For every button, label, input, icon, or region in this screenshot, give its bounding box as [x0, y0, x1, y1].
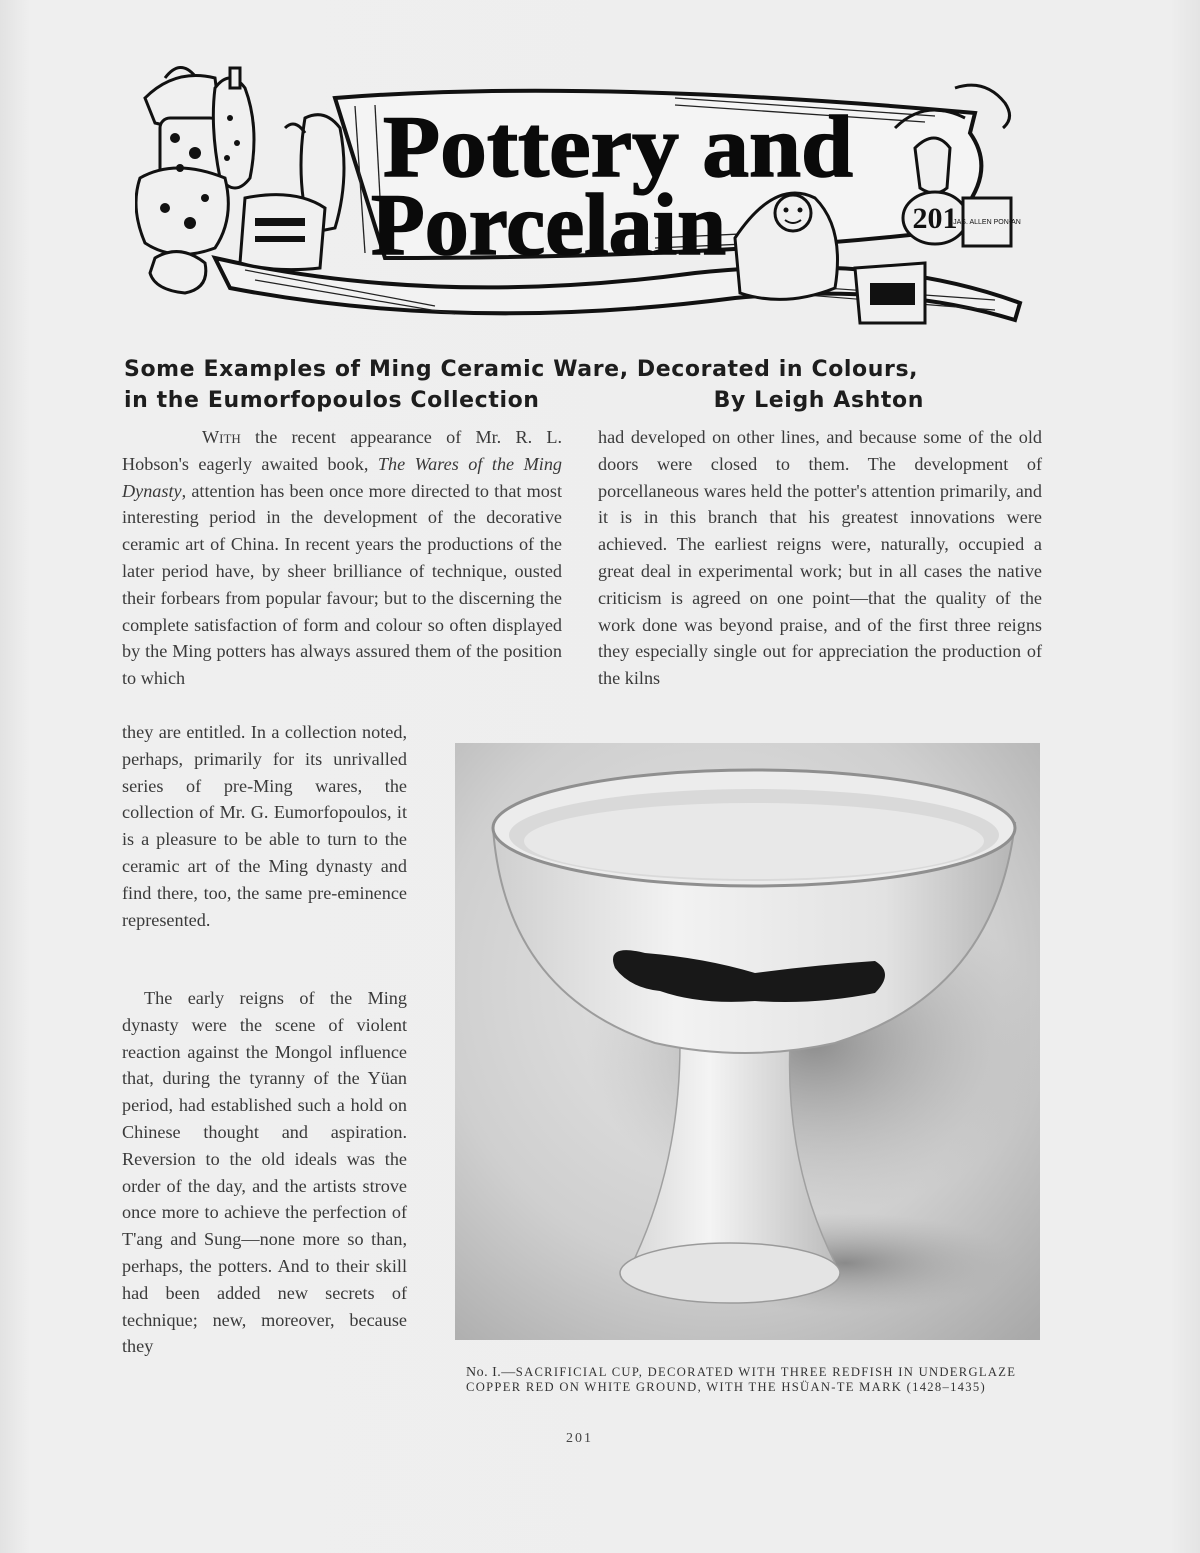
headline-line2-row	[124, 385, 924, 416]
article-headline	[124, 354, 1044, 416]
headline-line1: Some Examples of Ming Ceramic Ware, Decorated in Colours,	[124, 357, 919, 382]
caption-text: SACRIFICIAL CUP, DECORATED WITH THREE REDFISH IN UNDERGLAZE COPPER RED ON WHITE GROUND, WITH THE HSÜAN-TE MARK (1428–1435)	[466, 1365, 1017, 1394]
book-title: The Wares of the Ming Dynasty	[122, 453, 563, 501]
paragraph-1-text-a: the recent appearance of Mr. R. L. Hobson's eagerly awaited book,	[122, 427, 562, 474]
banner-label-box: JAS. ALLEN PON-AN	[953, 219, 1021, 226]
banner-title-line1: Pottery and	[383, 99, 853, 196]
figure-caption	[466, 1365, 1026, 1395]
drop-lead-word: With	[202, 427, 241, 447]
article-paragraph-2: The early reigns of the Ming dynasty were the scene of violent reaction against the Mongol influence that, during the tyranny of the Yüan period, had established such a hold on Chinese thought and aspiration. Reversion to the old ideals was the order of the day, and the artists strove once more to achieve the perfection of T'ang and Sung—none more so than, perhaps, the potters. And to their skill had been added new secrets of technique; new, moreover, because they	[122, 988, 407, 1357]
paragraph-1-text-b: , attention has been once more directed to that most interesting period in the development of the decorative ceramic art of China. In recent years the productions of the later period have, by sheer brilliance of technique, ousted their forbears from popular favour; but to the discerning the complete satisfaction of form and colour so often displayed by the Ming potters has always assured them of the position to which	[122, 480, 562, 689]
article-column-1-top	[122, 424, 562, 692]
paragraph-1-continued: they are entitled. In a collection noted, perhaps, primarily for its unrivalled series of pre-Ming wares, the collection of Mr. G. Eumorfopoulos, it is a pleasure to be able to turn to the ceramic art of the Ming dynasty and find there, too, the same pre-eminence represented.	[122, 722, 407, 930]
page-number: 201	[566, 1431, 593, 1446]
article-column-2-text: had developed on other lines, and because some of the old doors were closed to them. The development of porcellaneous wares held the potter's attention primarily, and it is in this branch that his greatest innovations were achieved. The earliest reigns were, naturally, occupied a great deal in experimental work; but in all cases the native criticism is agreed on one point—that the quality of the work done was beyond praise, and of the first three reigns they especially single out for appreciation the production of the kilns	[598, 427, 1042, 689]
banner-badge: 201	[912, 202, 958, 235]
article-column-2	[598, 424, 1042, 692]
article-column-1-lower	[122, 985, 407, 1360]
sacrificial-cup-photo	[455, 743, 1040, 1340]
headline-byline: By Leigh Ashton	[713, 388, 924, 413]
article-column-1-narrow	[122, 719, 407, 933]
caption-number: No. I.—	[466, 1365, 516, 1380]
headline-line2: in the Eumorfopoulos Collection	[124, 388, 540, 413]
article-paragraph-1	[122, 424, 562, 692]
banner-title-line2: Porcelain	[371, 177, 726, 274]
pottery-and-porcelain-banner	[135, 58, 1030, 328]
